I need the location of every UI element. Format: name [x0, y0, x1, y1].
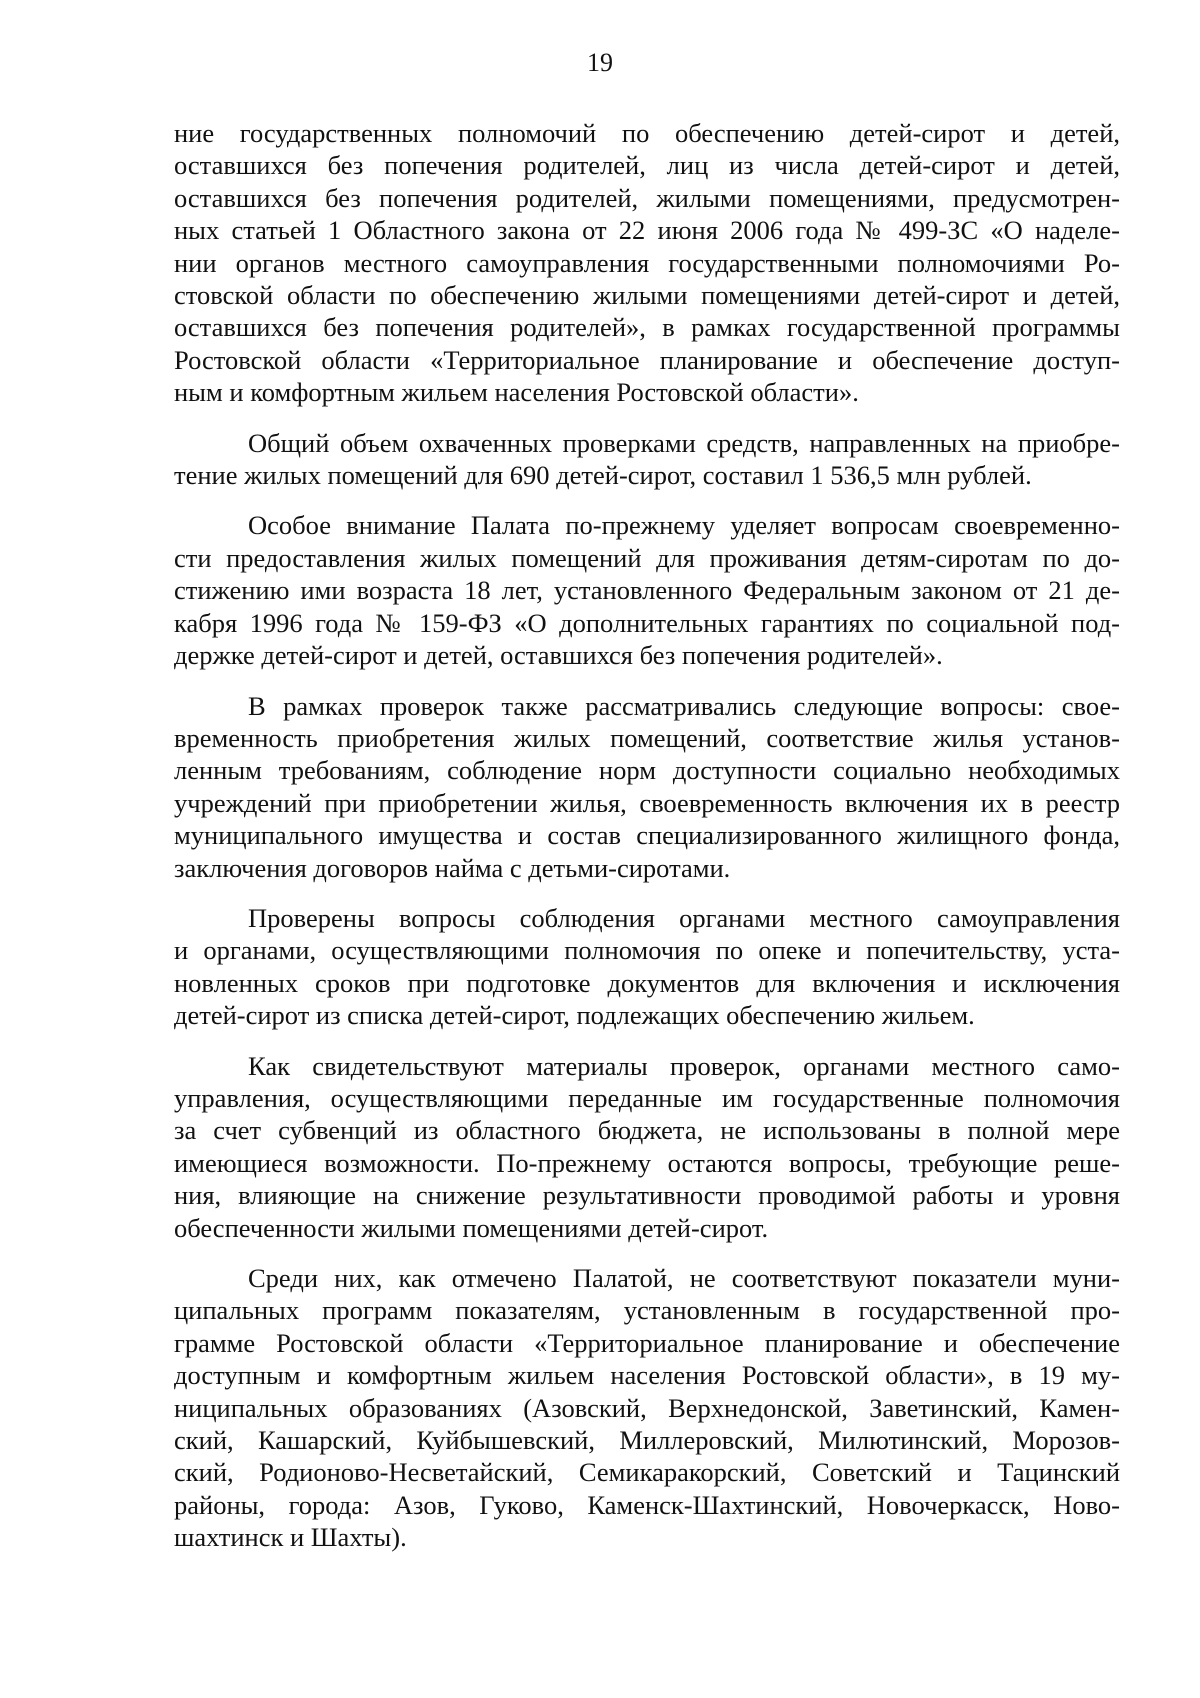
text-line: оставшихся без попечения родителей», в рамках государственной программы [174, 312, 1120, 343]
paragraph [174, 427, 1120, 492]
text-line: нии органов местного самоуправления государственными полномочиями Ро- [174, 247, 1120, 278]
text-line: ние государственных полномочий по обеспечению детей-сирот и детей, [174, 118, 1120, 148]
text-line: ленным требованиям, соблюдение норм доступности социально необходимых [174, 755, 1120, 786]
text-line: Как свидетельствуют материалы проверок, органами местного само- [248, 1050, 1120, 1081]
text-line: Среди них, как отмечено Палатой, не соответствуют показатели муни- [248, 1263, 1120, 1293]
text-line: ниципальных образованиях (Азовский, Верхнедонской, Заветинский, Камен- [174, 1392, 1120, 1423]
text-line: грамме Ростовской области «Территориальное планирование и обеспечение [174, 1327, 1120, 1358]
text-line: учреждений при приобретении жилья, своевременность включения их в реестр [174, 787, 1120, 818]
text-line: ным и комфортным жильем населения Ростовской области». [174, 377, 859, 408]
text-line: ных статьей 1 Областного закона от 22 июня 2006 года № 499-ЗС «О наделе- [174, 215, 1120, 246]
paragraph [174, 902, 1120, 1032]
text-line: детей-сирот из списка детей-сирот, подлежащих обеспечению жильем. [174, 1000, 975, 1031]
page-number: 19 [587, 48, 613, 77]
text-line: В рамках проверок также рассматривались следующие вопросы: свое- [248, 690, 1120, 721]
text-line: оставшихся без попечения родителей, жилыми помещениями, предусмотрен- [174, 182, 1120, 213]
text-line: заключения договоров найма с детьми-сиротами. [174, 852, 731, 883]
text-line: Проверены вопросы соблюдения органами местного самоуправления [248, 902, 1120, 933]
text-line: имеющиеся возможности. По-прежнему остаются вопросы, требующие реше- [174, 1147, 1120, 1178]
text-line: ский, Родионово-Несветайский, Семикаракорский, Советский и Тацинский [174, 1457, 1120, 1488]
text-line: стовской области по обеспечению жилыми помещениями детей-сирот и детей, [174, 280, 1120, 311]
text-line: новленных сроков при подготовке документов для включения и исключения [174, 967, 1120, 998]
text-line: тение жилых помещений для 690 детей-сирот, составил 1 536,5 млн рублей. [174, 460, 1032, 491]
text-line: ния, влияющие на снижение результативности проводимой работы и уровня [174, 1180, 1120, 1211]
text-line: обеспеченности жилыми помещениями детей-сирот. [174, 1212, 769, 1243]
text-line: временность приобретения жилых помещений, соответствие жилья установ- [174, 722, 1120, 753]
text-line: кабря 1996 года № 159-ФЗ «О дополнительных гарантиях по социальной под- [174, 607, 1120, 638]
paragraph [174, 1262, 1120, 1554]
text-line: муниципального имущества и состав специализированного жилищного фонда, [174, 820, 1120, 851]
text-line: сти предоставления жилых помещений для проживания детям-сиротам по до- [174, 542, 1120, 573]
text-line: доступным и комфортным жильем населения Ростовской области», в 19 му- [174, 1360, 1120, 1391]
text-line: Ростовской области «Территориальное планирование и обеспечение доступ- [174, 344, 1120, 375]
text-line: Особое внимание Палата по-прежнему уделяет вопросам своевременно- [248, 510, 1120, 541]
text-line: и органами, осуществляющими полномочия по опеке и попечительству, уста- [174, 935, 1120, 966]
text-line: ципальных программ показателям, установленным в государственной про- [174, 1295, 1120, 1326]
text-line: Общий объем охваченных проверками средств, направленных на приобре- [248, 427, 1120, 458]
paragraph [174, 509, 1120, 671]
paragraph [174, 117, 1120, 409]
text-line: районы, города: Азов, Гуково, Каменск-Шахтинский, Новочеркасск, Ново- [174, 1489, 1120, 1520]
document-body [174, 117, 1120, 1572]
text-line: стижению ими возраста 18 лет, установленного Федеральным законом от 21 де- [174, 575, 1120, 606]
text-line: оставшихся без попечения родителей, лиц из числа детей-сирот и детей, [174, 150, 1120, 181]
text-line: шахтинск и Шахты). [174, 1522, 407, 1553]
text-line: управления, осуществляющими переданные им государственные полномочия [174, 1082, 1120, 1113]
paragraph [174, 690, 1120, 884]
paragraph [174, 1050, 1120, 1244]
text-line: ский, Кашарский, Куйбышевский, Миллеровский, Милютинский, Морозов- [174, 1425, 1120, 1456]
text-line: держке детей-сирот и детей, оставшихся без попечения родителей». [174, 640, 943, 671]
text-line: за счет субвенций из областного бюджета, не использованы в полной мере [174, 1115, 1120, 1146]
